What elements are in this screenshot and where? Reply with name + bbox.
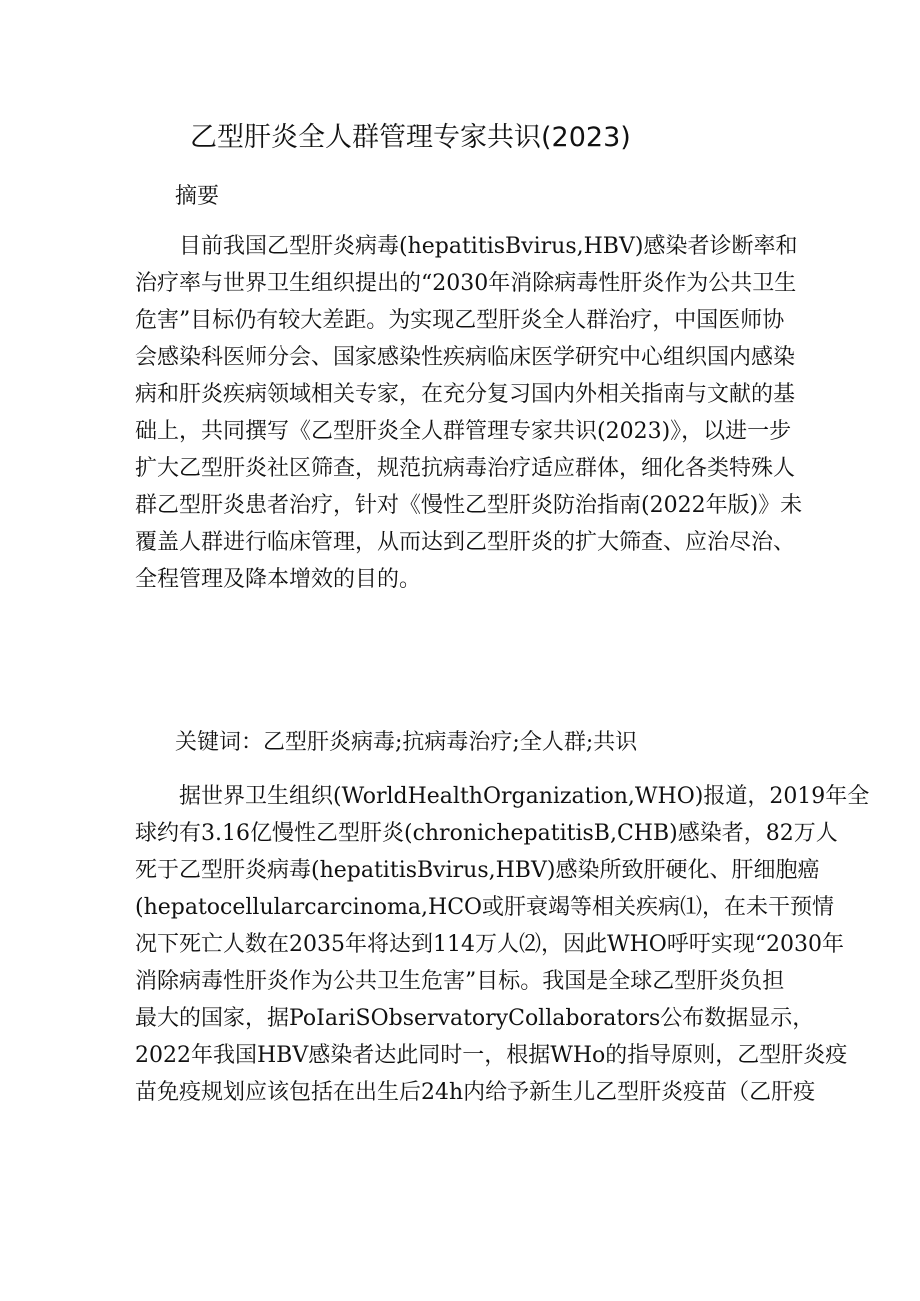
paragraph-line: 全程管理及降本增效的目的。 bbox=[135, 567, 422, 592]
paragraph-line: 群乙型肝炎患者治疗，针对《慢性乙型肝炎防治指南(2022年版)》未 bbox=[135, 493, 803, 518]
paragraph-line: 苗免疫规划应该包括在出生后24h内给予新生儿乙型肝炎疫苗（乙肝疫 bbox=[135, 1080, 816, 1105]
intro-paragraph bbox=[135, 778, 870, 1111]
paragraph-line: 况下死亡人数在2035年将达到114万人⑵，因此WHO呼吁实现“2030年 bbox=[135, 932, 845, 957]
paragraph-line: 覆盖人群进行临床管理，从而达到乙型肝炎的扩大筛查、应治尽治、 bbox=[135, 530, 796, 555]
paragraph-line: (hepatocellularcarcinoma,HCO或肝衰竭等相关疾病⑴，在未干预情 bbox=[135, 895, 835, 920]
keywords-line: 关键词：乙型肝炎病毒;抗病毒治疗;全人群;共识 bbox=[175, 730, 638, 755]
paragraph-line: 死于乙型肝炎病毒(hepatitisBvirus,HBV)感染所致肝硬化、肝细胞癌 bbox=[135, 858, 820, 883]
paragraph-line: 会感染科医师分会、国家感染性疾病临床医学研究中心组织国内感染 bbox=[135, 345, 796, 370]
paragraph-line: 2022年我国HBV感染者达此同时一，根据WHo的指导原则，乙型肝炎疫 bbox=[135, 1043, 848, 1068]
paragraph-line: 病和肝炎疾病领域相关专家，在充分复习国内外相关指南与文献的基 bbox=[135, 382, 796, 407]
paragraph-line: 础上，共同撰写《乙型肝炎全人群管理专家共识(2023)》，以进一步 bbox=[135, 419, 792, 444]
paragraph-line: 目前我国乙型肝炎病毒(hepatitisBvirus,HBV)感染者诊断率和 bbox=[135, 234, 798, 259]
paragraph-line: 扩大乙型肝炎社区筛查，规范抗病毒治疗适应群体，细化各类特殊人 bbox=[135, 456, 796, 481]
paragraph-line: 球约有3.16亿慢性乙型肝炎(chronichepatitisB,CHB)感染者，82万人 bbox=[135, 821, 838, 846]
paragraph-line: 治疗率与世界卫生组织提出的“2030年消除病毒性肝炎作为公共卫生 bbox=[135, 271, 797, 296]
abstract-paragraph bbox=[135, 228, 803, 598]
document-title: 乙型肝炎全人群管理专家共识(2023) bbox=[190, 122, 631, 153]
paragraph-line: 据世界卫生组织(WorldHealthOrganization,WHO)报道，2019年全 bbox=[135, 784, 870, 809]
paragraph-line: 最大的国家，据PoIariSObservatoryCollaborators公布数据显示， bbox=[135, 1006, 815, 1031]
abstract-heading: 摘要 bbox=[175, 184, 220, 209]
paragraph-line: 危害”目标仍有较大差距。为实现乙型肝炎全人群治疗，中国医师协 bbox=[135, 308, 785, 333]
paragraph-line: 消除病毒性肝炎作为公共卫生危害”目标。我国是全球乙型肝炎负担 bbox=[135, 969, 785, 994]
